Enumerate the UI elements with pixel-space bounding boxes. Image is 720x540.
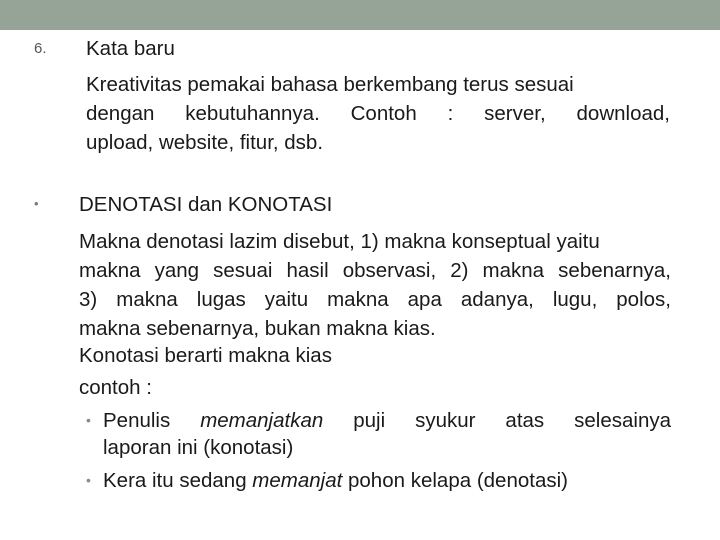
denotasi-heading: DENOTASI dan KONOTASI [79, 193, 333, 216]
item-6-line-1: Kreativitas pemakai bahasa berkembang terus sesuai [86, 73, 574, 96]
example-1-before: Penulis [103, 409, 201, 432]
contoh-label: contoh : [79, 376, 152, 399]
example-2-line [103, 466, 568, 495]
example-2-bullet: • [86, 472, 91, 488]
example-2-italic: memanjat [252, 469, 343, 492]
example-1-after: puji syukur atas selesainya [323, 409, 672, 432]
example-2-before: Kera itu sedang [103, 469, 253, 492]
item-6-line-2: dengan kebutuhannya. Contoh : server, download, [86, 102, 670, 125]
example-1-bullet: • [86, 412, 91, 428]
example-1-italic: memanjatkan [200, 409, 324, 432]
denotasi-line-4: makna sebenarnya, bukan makna kias. [79, 317, 436, 340]
item-6-marker: 6. [34, 40, 47, 57]
example-1-continuation: laporan ini (konotasi) [103, 436, 294, 459]
konotasi-line: Konotasi berarti makna kias [79, 344, 332, 367]
example-1-line-1 [103, 406, 671, 435]
example-2-after: pohon kelapa (denotasi) [342, 469, 568, 492]
denotasi-line-3: 3) makna lugas yaitu makna apa adanya, lugu, polos, [79, 288, 671, 311]
item-6-heading: Kata baru [86, 37, 175, 60]
denotasi-bullet: • [34, 196, 39, 211]
denotasi-line-2: makna yang sesuai hasil observasi, 2) makna sebenarnya, [79, 259, 671, 282]
denotasi-line-1: Makna denotasi lazim disebut, 1) makna konseptual yaitu [79, 230, 600, 253]
item-6-line-3: upload, website, fitur, dsb. [86, 131, 324, 154]
